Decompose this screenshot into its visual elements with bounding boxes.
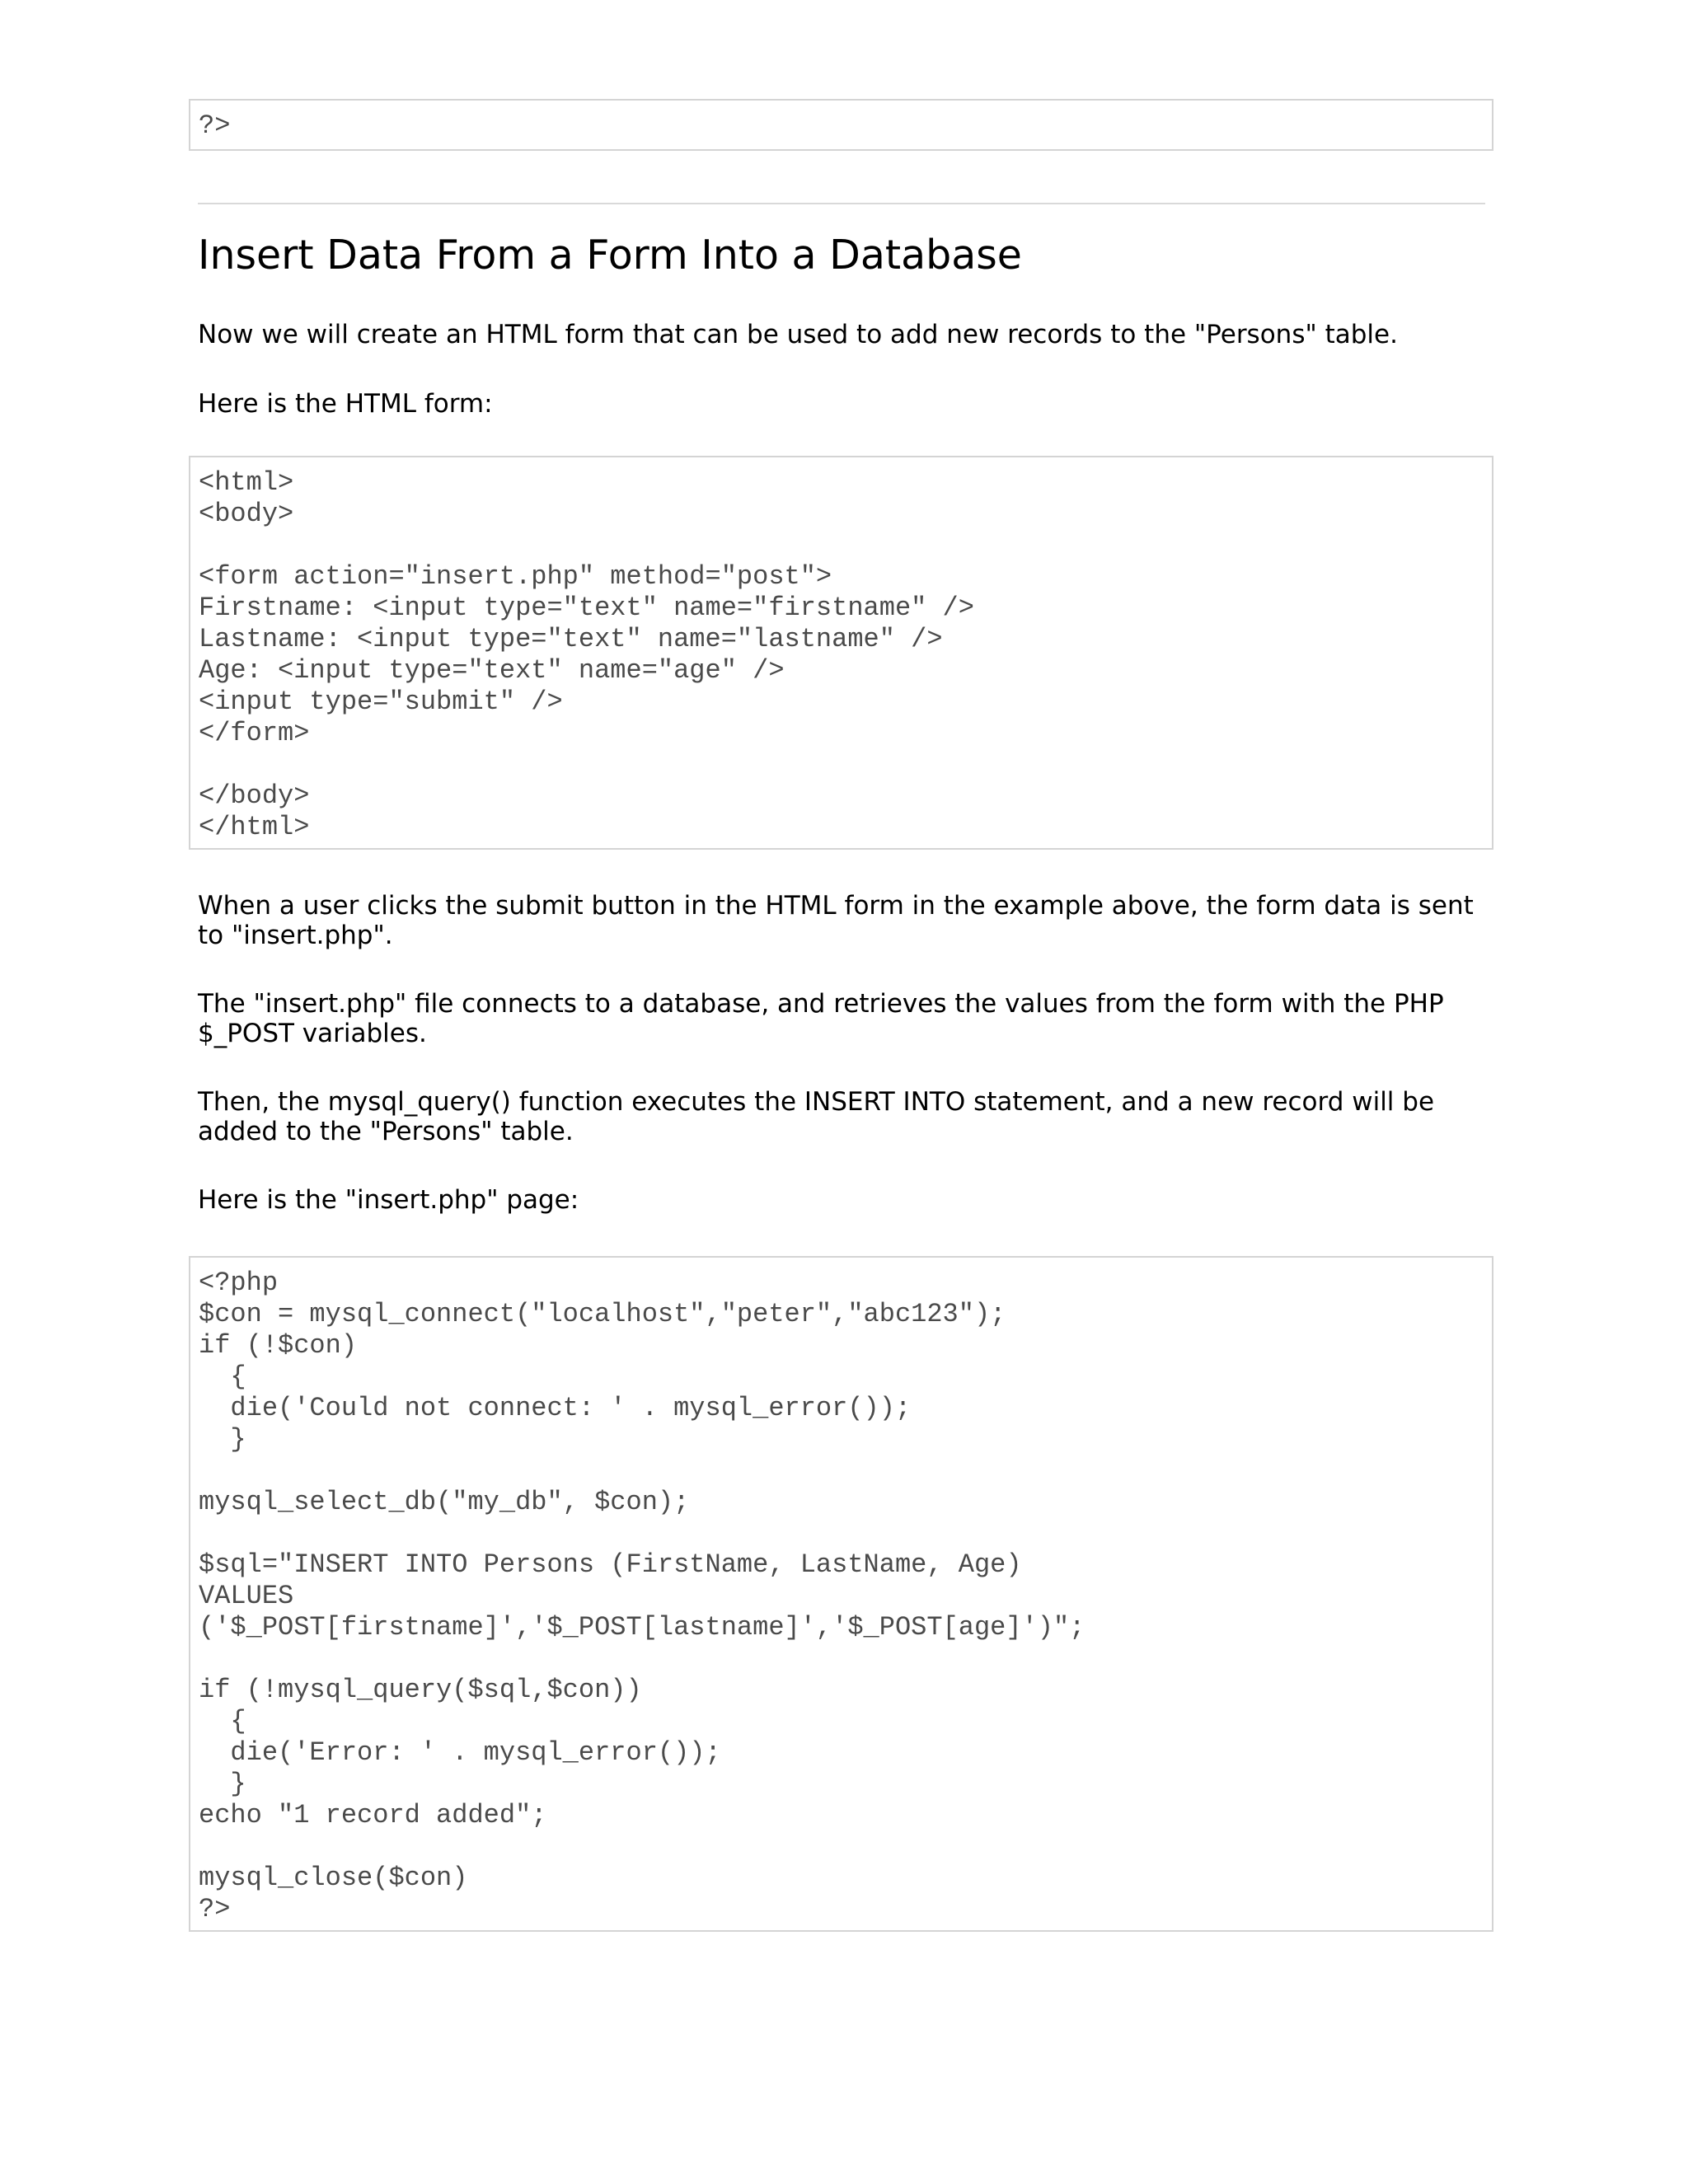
insert-file-explanation-paragraph: The "insert.php" file connects to a database, and retrieves the values from the form with the PHP $_POST variables. <box>198 989 1444 1048</box>
form-caption: Here is the HTML form: <box>198 389 493 419</box>
section-heading: Insert Data From a Form Into a Database <box>198 232 1022 279</box>
code-block-insert-php <box>189 1256 1493 1932</box>
insert-caption: Here is the "insert.php" page: <box>198 1185 579 1215</box>
code-text: ?> <box>199 110 231 141</box>
intro-paragraph: Now we will create an HTML form that can be used to add new records to the "Persons" table. <box>198 320 1398 349</box>
section-divider <box>198 203 1485 204</box>
submit-explanation-paragraph: When a user clicks the submit button in the HTML form in the example above, the form data is sent to "insert.php". <box>198 891 1474 950</box>
query-explanation-paragraph: Then, the mysql_query() function executes the INSERT INTO statement, and a new record will be added to the "Persons" table. <box>198 1087 1435 1146</box>
code-block-closing-tag <box>189 99 1493 151</box>
code-text: <?php $con = mysql_connect("localhost","peter","abc123"); if (!$con) { die('Could not connect: ' . mysql_error()); } mysql_select_db("my_db", $con); $sql="INSERT INTO Persons (FirstName, LastName, Age) VALUES ('$_POST[firstname]','$_POST[lastname]','$_POST[age]')"; if (!mysql_query($sql,$con)) { die('Error: ' . mysql_error()); } echo "1 record added"; mysql_close($con) ?> <box>199 1268 1085 1924</box>
code-block-html-form <box>189 456 1493 850</box>
code-text: <html> <body> <form action="insert.php" method="post"> Firstname: <input type="text" name="firstname" /> Lastname: <input type="text" name="lastname" /> Age: <input type="text" name="age" /> <input type="submit" /> </form> </body> </html> <box>199 467 974 842</box>
